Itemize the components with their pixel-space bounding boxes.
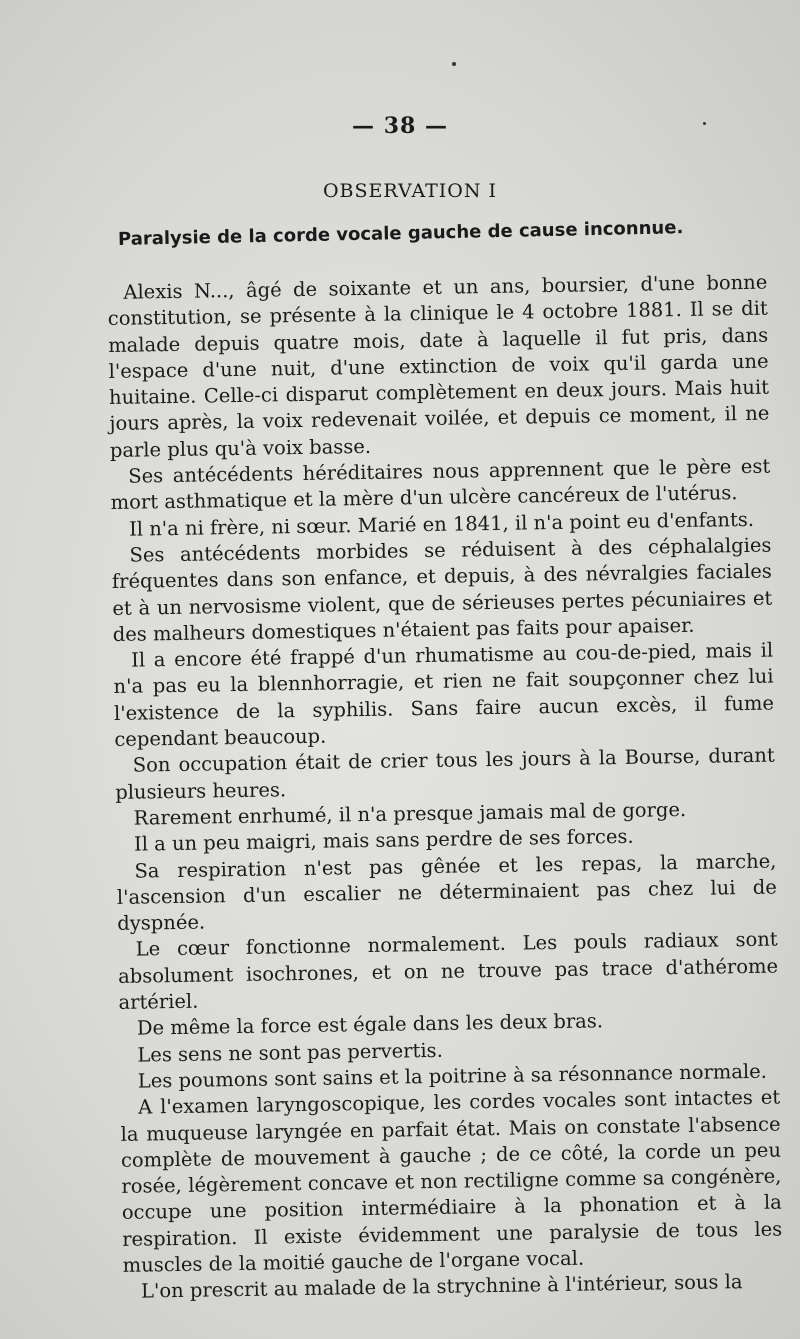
paragraph: Son occupation était de crier tous les jours à la Bourse, durant plusieurs heures. [115,743,775,804]
paragraph: A l'examen laryngoscopique, les cordes vocales sont intactes et la muqueuse laryngée en parfait état. Mais on constate l'absence complète de mouvement à gauche ; de ce côté, la corde un peu rosée, légèrement concave et non rectiligne comme sa congénère, occupe une position intermédiaire à la phonation et à la respiration. Il existe évidemment une paralysie de tous les muscles de la moitié gauche de l'organe vocal. [120,1085,783,1277]
paragraph: Il n'a ni frère, ni sœur. Marié en 1841, il n'a point eu d'enfants. [128,507,755,541]
paragraph: Sa respiration n'est pas gênée et les repas, la marche, l'ascension d'un escalier ne déterminaient pas chez lui de dyspnée. [116,849,777,936]
page-number: — 38 — [352,113,448,139]
paragraph: Le cœur fonctionne normalement. Les pouls radiaux sont absolument isochrones, et on ne trouve pas trace d'athérome artériel. [117,927,779,1014]
ink-speck [452,62,456,66]
paragraph: Les sens ne sont pas pervertis. [137,1038,443,1067]
paragraph: L'on prescrit au malade de la strychnine à l'intérieur, sous la [140,1270,743,1303]
observation-title: OBSERVATION I [322,180,498,202]
paragraph: Rarement enrhumé, il n'a presque jamais mal de gorge. [133,797,687,830]
paragraph: Alexis N..., âgé de soixante et un ans, boursier, d'une bonne constitution, se présente à la clinique le 4 octobre 1881. Il se dit malade depuis quatre mois, date à laquelle il fut pris, dans l'espace d'une nuit, d'une extinction de voix qu'il garda une huitaine. Celle-ci disparut complètement en deux jours. Mais huit jours après, la voix redevenait voilée, et depuis ce moment, il ne parle plus qu'à voix basse. [107,270,770,462]
paragraph: De même la force est égale dans les deux bras. [136,1009,604,1040]
paragraph: Ses antécédents héréditaires nous apprennent que le père est mort asthmatique et la mère d'un ulcère cancéreux de l'utérus. [110,454,771,515]
paragraph: Ses antécédents morbides se réduisent à des céphalalgies fréquentes dans son enfance, et depuis, à des névralgies faciales et à un nervosisme violent, que de sérieuses pertes pécuniaires et des malheurs domestiques n'étaient pas faits pour apaiser. [111,533,773,646]
paragraph: Il a encore été frappé d'un rhumatisme au cou-de-pied, mais il n'a pas eu la blennhorragie, et rien ne fait soupçonner chez lui l'existence de la syphilis. Sans faire aucun excès, il fume cependant beaucoup. [113,638,775,751]
observation-subtitle: Paralysie de la corde vocale gauche de cause inconnue. [117,217,684,250]
paragraph: Les poumons sont sains et la poitrine à sa résonnance normale. [137,1059,768,1093]
body-text [107,258,783,1306]
paragraph: Il a un peu maigri, mais sans perdre de ses forces. [133,825,634,856]
